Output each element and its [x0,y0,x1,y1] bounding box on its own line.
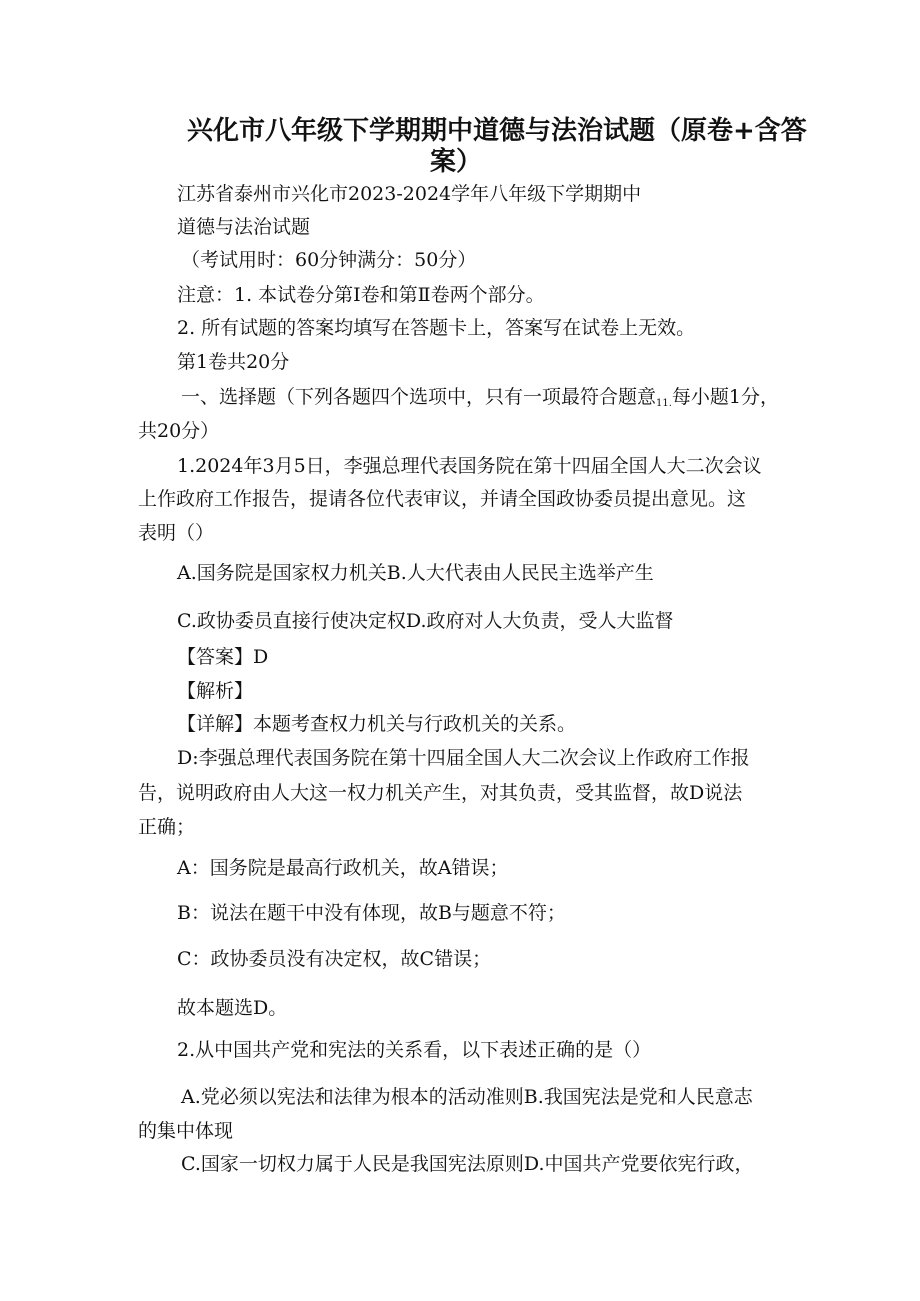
q1-explain-c: C：政协委员没有决定权，故C错误； [177,948,492,970]
q1-options-cd: C.政协委员直接行使决定权D.政府对人大负责，受人大监督 [177,610,674,632]
section-1-text-b: 每小题1分， [671,386,780,408]
header-line2: 道德与法治试题 [177,216,311,238]
q1-answer: 【答案】D [177,646,269,668]
q1-explain-d-line2: 告，说明政府由人大这一权力机关产生，对其负责，受其监督，故D说法 [138,782,743,804]
doc-title-line1: 兴化市八年级下学期期中道德与法治试题（原卷+含答 [187,116,807,146]
q1-stem-line1: 1.2024年3月5日，李强总理代表国务院在第十四届全国人大二次会议 [177,455,762,477]
q1-options-ab: A.国务院是国家权力机关B.人大代表由人民民主选举产生 [177,562,654,584]
section-1-text-a: 一、选择题（下列各题四个选项中，只有一项最符合题意 [181,386,657,408]
note-2: 2. 所有试题的答案均填写在答题卡上，答案写在试卷上无效。 [177,317,696,339]
q1-conclusion: 故本题选D。 [177,997,288,1019]
doc-title-line2: 案） [430,147,483,177]
part-1-heading: 第1卷共20分 [177,351,290,373]
q1-analysis: 【解析】 [177,680,254,702]
q1-explain-d-line1: D:李强总理代表国务院在第十四届全国人大二次会议上作政府工作报 [177,747,750,769]
exam-info: （考试用时：60分钟满分：50分） [181,249,477,271]
q1-explain-d-line3: 正确； [138,816,196,838]
q2-options-cd: C.国家一切权力属于人民是我国宪法原则D.中国共产党要依宪行政， [181,1153,754,1175]
q1-stem-line2: 上作政府工作报告，提请各位代表审议，并请全国政协委员提出意见。这 [138,488,747,510]
q2-options-ab-line2: 的集中体现 [138,1120,234,1142]
q1-detail: 【详解】本题考查权力机关与行政机关的关系。 [177,713,577,735]
header-line1: 江苏省泰州市兴化市2023-2024学年八年级下学期期中 [177,183,642,205]
section-1-heading-cont: 共20分） [138,420,220,442]
section-1-heading [181,388,779,407]
q2-options-ab-line1: A.党必须以宪法和法律为根本的活动准则B.我国宪法是党和人民意志 [181,1086,753,1108]
q1-explain-a: A：国务院是最高行政机关，故A错误； [177,857,509,879]
q1-stem-line3: 表明（） [138,522,215,544]
q1-explain-b: B：说法在题干中没有体现，故B与题意不符； [177,902,566,924]
note-1: 注意：1. 本试卷分第Ⅰ卷和第Ⅱ卷两个部分。 [177,284,545,306]
section-1-mark: 11. [656,398,672,409]
q2-stem: 2.从中国共产党和宪法的关系看，以下表述正确的是（） [177,1039,652,1061]
